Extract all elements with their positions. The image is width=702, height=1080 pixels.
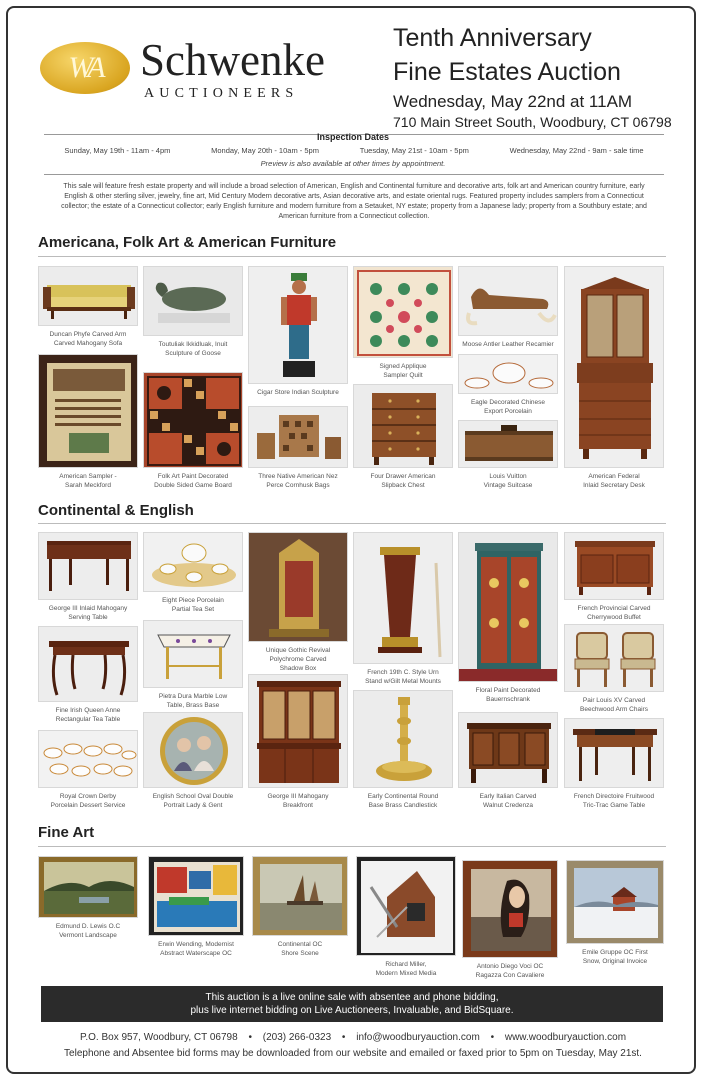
- lot-item[interactable]: [38, 856, 138, 939]
- lot-caption: Signed Applique Sampler Quilt: [379, 363, 427, 379]
- lot-photo: [353, 690, 453, 788]
- separator: •: [248, 1032, 252, 1043]
- applique-quilt-image: [354, 267, 453, 358]
- lot-item[interactable]: [143, 372, 243, 489]
- section-title-fine-art: Fine Art: [38, 824, 95, 841]
- section-title-continental: Continental & English: [38, 502, 194, 519]
- game-board-image: [144, 373, 243, 468]
- inspection-dates: [44, 146, 664, 155]
- lot-item[interactable]: [353, 690, 453, 809]
- lot-caption: Folk Art Paint Decorated Double Sided Game Board: [154, 473, 232, 489]
- lot-caption: Four Drawer American Slipback Chest: [370, 473, 436, 489]
- cherrywood-buffet-image: [565, 533, 664, 600]
- lot-item[interactable]: [38, 626, 138, 723]
- logo-mark-text: WA: [68, 51, 102, 84]
- four-drawer-chest-image: [354, 385, 453, 468]
- lot-caption: French Directoire Fruitwood Tric-Trac Game Table: [573, 793, 655, 809]
- lot-item[interactable]: [143, 712, 243, 809]
- gothic-shadow-box-image: [249, 533, 348, 642]
- inspection-date: Wednesday, May 22nd - 9am - sale time: [509, 146, 644, 155]
- lot-caption: Continental OC Shore Scene: [277, 941, 323, 957]
- louis-vuitton-suitcase-image: [459, 421, 558, 468]
- first-snow-painting: [567, 861, 664, 944]
- lot-caption: Floral Paint Decorated Bauernschrank: [475, 687, 541, 703]
- louis-xv-arm-chairs-image: [565, 625, 664, 692]
- lot-item[interactable]: [458, 420, 558, 489]
- lot-item[interactable]: [564, 718, 664, 809]
- auction-date: Wednesday, May 22nd at 11AM: [393, 92, 633, 111]
- lot-photo: [458, 266, 558, 336]
- lot-item[interactable]: [38, 354, 138, 489]
- cornhusk-bags-image: [249, 407, 348, 468]
- headline-line1: Tenth Anniversary: [393, 24, 592, 52]
- lot-photo: [353, 266, 453, 358]
- lot-photo: [38, 354, 138, 468]
- lot-caption: Royal Crown Derby Porcelain Dessert Service: [50, 793, 126, 809]
- bid-forms-note: Telephone and Absentee bid forms may be downloaded from our website and emailed or faxed prior to 5pm on Tuesday, May 21st.: [64, 1048, 642, 1059]
- goose-sculpture-image: [144, 267, 243, 336]
- auction-address: 710 Main Street South, Woodbury, CT 06798: [393, 114, 672, 130]
- lot-photo: [38, 626, 138, 702]
- headline-line2: Fine Estates Auction: [393, 58, 621, 86]
- inspection-date: Tuesday, May 21st - 10am - 5pm: [359, 146, 469, 155]
- lot-item[interactable]: [143, 532, 243, 613]
- lot-caption: French Provincial Carved Cherrywood Buffet: [577, 605, 651, 621]
- lot-item[interactable]: [458, 712, 558, 809]
- bauernschrank-image: [459, 533, 558, 682]
- oval-portrait-image: [144, 713, 243, 788]
- divider: [44, 174, 664, 175]
- lot-photo: [564, 532, 664, 600]
- lot-caption: Cigar Store Indian Sculpture: [257, 389, 339, 396]
- lot-caption: Erwin Wending, Modernist Abstract Waterscape OC: [158, 941, 234, 957]
- lot-item[interactable]: [252, 856, 348, 957]
- lot-item[interactable]: [143, 620, 243, 709]
- auction-flyer: [6, 6, 696, 1074]
- lot-caption: Early Continental Round Base Brass Candlestick: [367, 793, 439, 809]
- brass-candlestick-image: [354, 691, 453, 788]
- pietra-dura-table-image: [144, 621, 243, 688]
- lot-photo: [143, 532, 243, 592]
- lot-caption: American Sampler - Sarah Meckford: [59, 473, 117, 489]
- lot-photo: [353, 532, 453, 664]
- lot-photo: [356, 856, 456, 956]
- email-link[interactable]: info@woodburyauction.com: [356, 1032, 480, 1043]
- banner-line: plus live internet bidding on Live Auctioneers, Invaluable, and BidSquare.: [190, 1005, 514, 1016]
- lot-photo: [143, 372, 243, 468]
- lot-photo: [248, 532, 348, 642]
- section-title-americana: Americana, Folk Art & American Furniture: [38, 234, 337, 251]
- walnut-credenza-image: [459, 713, 558, 788]
- banner-line: This auction is a live online sale with absentee and phone bidding,: [205, 992, 499, 1003]
- lot-photo: [458, 532, 558, 682]
- lot-caption: English School Oval Double Portrait Lady & Gent: [152, 793, 234, 809]
- inspection-date: Sunday, May 19th - 11am - 4pm: [64, 146, 171, 155]
- lot-caption: Three Native American Nez Perce Cornhusk Bags: [258, 473, 338, 489]
- lot-photo: [564, 266, 664, 468]
- lot-item[interactable]: [143, 266, 243, 357]
- lot-item[interactable]: [564, 624, 664, 713]
- lot-caption: Eight Piece Porcelain Partial Tea Set: [162, 597, 224, 613]
- preview-note: Preview is also available at other times by appointment.: [260, 159, 446, 168]
- urn-stand-image: [354, 533, 453, 664]
- modern-mixed-media-artwork: [357, 857, 456, 956]
- sofa-image: [39, 267, 138, 326]
- inspection-date: Monday, May 20th - 10am - 5pm: [211, 146, 319, 155]
- inspection-title: Inspection Dates: [316, 132, 390, 142]
- lot-caption: Edmund D. Lewis O.C Vermont Landscape: [55, 923, 121, 939]
- brand-name: Schwenke: [140, 35, 325, 85]
- section-divider: [38, 846, 666, 847]
- breakfront-image: [249, 675, 348, 788]
- lot-photo: [38, 266, 138, 326]
- lot-item[interactable]: [353, 266, 453, 379]
- lot-photo: [148, 856, 244, 936]
- lot-caption: Early Italian Carved Walnut Credenza: [479, 793, 537, 809]
- lot-caption: Toutuliak Ikkidluak, Inuit Sculpture of Goose: [158, 341, 228, 357]
- lot-item[interactable]: [248, 266, 348, 396]
- lot-item[interactable]: [458, 266, 558, 348]
- lot-item[interactable]: [38, 266, 138, 347]
- lot-caption: Pair Louis XV Carved Beechwood Arm Chairs: [580, 697, 648, 713]
- lot-caption: Fine Irish Queen Anne Rectangular Tea Table: [55, 707, 121, 723]
- lot-caption: Louis Vuitton Vintage Suitcase: [483, 473, 533, 489]
- lot-caption: Pietra Dura Marble Low Table, Brass Base: [158, 693, 228, 709]
- lot-photo: [248, 266, 348, 384]
- lot-photo: [248, 406, 348, 468]
- vermont-landscape-painting: [39, 857, 138, 918]
- intro-paragraph: This sale will feature fresh estate property and will include a broad selection of American, English and Continental furniture and decorative arts, folk art and American country furniture, early English & other sterling silver, jewelry, fine art, Mid Century Modern decorative arts, Asian decorative arts, and estate oriental rugs. Featured property includes samplers from a Connecticut collector; the estate of a Connecticut collector; early English furniture and modern furniture from a Setauket, NY estate; property from a Japanese lady; property from a Southbury estate; and American furniture from a Connecticut collection.: [61, 183, 647, 220]
- lot-photo: [143, 620, 243, 688]
- contact-line: [8, 1032, 696, 1043]
- lot-photo: [252, 856, 348, 936]
- separator: •: [490, 1032, 495, 1043]
- lot-caption: Duncan Phyfe Carved Arm Carved Mahogany Sofa: [49, 331, 127, 347]
- lot-item[interactable]: [458, 532, 558, 703]
- dessert-service-image: [39, 731, 138, 788]
- lot-caption: American Federal Inlaid Secretary Desk: [583, 473, 645, 489]
- lot-photo: [38, 856, 138, 918]
- lot-caption: Emile Gruppe OC First Snow, Original Invoice: [582, 949, 648, 965]
- lot-photo: [353, 384, 453, 468]
- lot-photo: [462, 860, 558, 958]
- lot-item[interactable]: [458, 354, 558, 415]
- lot-item[interactable]: [38, 532, 138, 621]
- lot-photo: [564, 718, 664, 788]
- lot-photo: [564, 624, 664, 692]
- lot-item[interactable]: [248, 532, 348, 672]
- tric-trac-table-image: [565, 719, 664, 788]
- lot-photo: [38, 730, 138, 788]
- lot-item[interactable]: [248, 406, 348, 489]
- shore-scene-painting: [253, 857, 348, 936]
- abstract-waterscape-painting: [149, 857, 244, 936]
- sampler-image: [39, 355, 138, 468]
- lot-item[interactable]: [353, 384, 453, 489]
- lot-photo: [143, 266, 243, 336]
- wa-logo-mark: [40, 42, 130, 94]
- section-divider: [38, 523, 666, 524]
- lot-photo: [248, 674, 348, 788]
- lot-item[interactable]: [564, 266, 664, 489]
- tea-table-image: [39, 627, 138, 702]
- lot-item[interactable]: [564, 532, 664, 621]
- lot-item[interactable]: [38, 730, 138, 809]
- lot-caption: French 19th C. Style Urn Stand w/Gilt Metal Mounts: [365, 669, 441, 685]
- porcelain-tea-set-image: [144, 533, 243, 592]
- brand-subtitle: AUCTIONEERS: [144, 86, 299, 101]
- lot-caption: Unique Gothic Revival Polychrome Carved Shadow Box: [265, 647, 331, 672]
- lot-item[interactable]: [356, 856, 456, 977]
- lot-photo: [143, 712, 243, 788]
- lot-caption: Moose Antler Leather Recamier: [462, 341, 554, 348]
- lot-photo: [38, 532, 138, 600]
- separator: •: [341, 1032, 346, 1043]
- lot-item[interactable]: [353, 532, 453, 685]
- recamier-image: [459, 267, 558, 336]
- po-box: P.O. Box 957, Woodbury, CT 06798: [79, 1032, 238, 1043]
- lot-caption: George III Inlaid Mahogany Serving Table: [48, 605, 128, 621]
- cigar-store-indian-image: [249, 267, 348, 384]
- lot-item[interactable]: [566, 860, 664, 965]
- lot-caption: Eagle Decorated Chinese Export Porcelain: [470, 399, 546, 415]
- ragazza-con-cavaliere-painting: [463, 861, 558, 958]
- lot-photo: [566, 860, 664, 944]
- lot-caption: Antonio Diego Voci OC Ragazza Con Cavaliere: [475, 963, 545, 979]
- lot-photo: [458, 420, 558, 468]
- serving-table-image: [39, 533, 138, 600]
- lot-photo: [458, 354, 558, 394]
- lot-item[interactable]: [248, 674, 348, 809]
- lot-caption: George III Mahogany Breakfront: [267, 793, 329, 809]
- lot-item[interactable]: [148, 856, 244, 957]
- live-bidding-banner: [41, 986, 663, 1022]
- lot-item[interactable]: [462, 860, 558, 979]
- chinese-export-porcelain-image: [459, 355, 558, 394]
- lot-caption: Richard Miller, Modern Mixed Media: [375, 961, 437, 977]
- secretary-desk-image: [565, 267, 664, 468]
- lot-photo: [458, 712, 558, 788]
- phone-number[interactable]: (203) 266-0323: [262, 1032, 332, 1043]
- website-link[interactable]: www.woodburyauction.com: [504, 1032, 627, 1043]
- section-divider: [38, 256, 666, 257]
